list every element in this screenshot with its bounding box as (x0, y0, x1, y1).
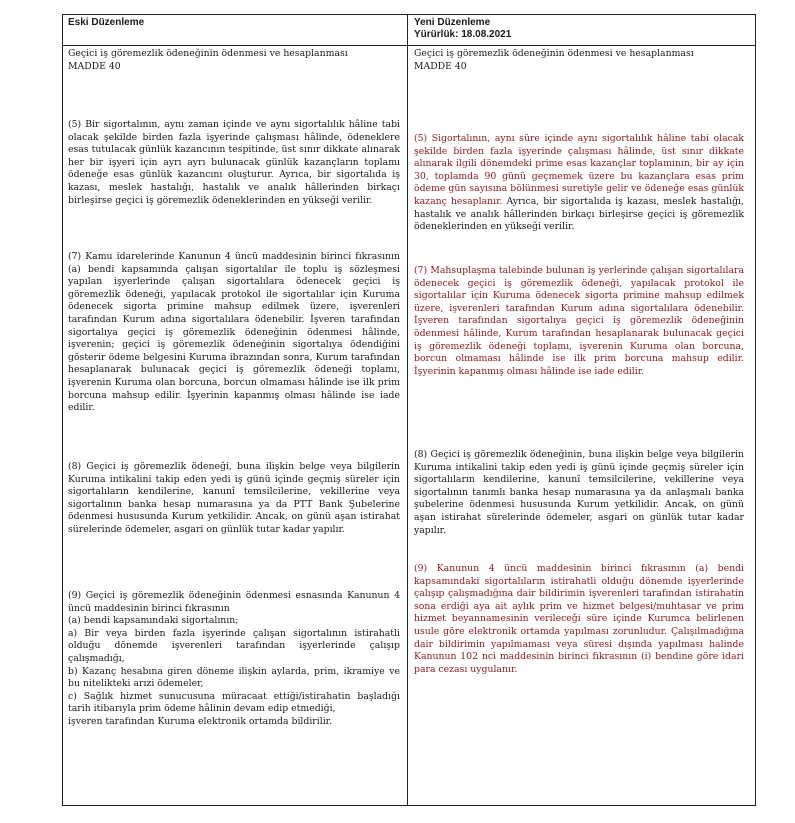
comparison-table (62, 14, 756, 806)
old-p9-item-c: c) Sağlık hizmet sunucusuna müracaat ettiği/istirahatin başladığı tarih itibarıyla prim ödeme hâlinin devam edip etmediği, (68, 690, 400, 715)
new-p5-changed: (5) Sigortalının, aynı süre içinde aynı sigortalılık hâline tabi olacak şekilde birden fazla işyerinde çalışması hâlinde, üst sınır dikkate alınarak ilgili dönemdeki prime esas kazançlar toplamının, bir ay için 30, toplamda 90 günü geçmemek üzere bu kazançlara esas prim ödeme gün sayısına bölünmesi suretiyle gelir ve ödeneğe esas günlük kazanç hesaplanır. (414, 133, 744, 207)
old-p9-end: işveren tarafından Kuruma elektronik ortamda bildirilir. (68, 715, 333, 727)
new-paragraph-8: (8) Geçici iş göremezlik ödeneğinin, buna ilişkin belge veya bilgilerin Kuruma intikalini takip eden yedi iş günü içinde geçmiş süreler için sigortalıların kendilerine, kanunî temsilcilerine, vekillerine veya sigortalının tanımlı banka hesap numarasına ya da anlaşmalı banka şubelerine ödenmesi hususunda Kurum yetkilidir. Ancak, on günü aşan istirahat sürelerinde ödemeler, asgari on günlük tutar kadar yapılır. (414, 449, 744, 536)
old-p9-a: (a) bendi kapsamındaki sigortalının; (68, 615, 239, 627)
old-section-heading: Geçici iş göremezlik ödeneğinin ödenmesi ve hesaplanması (68, 48, 348, 59)
old-section-title (68, 48, 398, 73)
old-paragraph-8: (8) Geçici iş göremezlik ödeneği, buna ilişkin belge veya bilgilerin Kuruma intikalini takip eden yedi iş günü içinde geçmiş süreler için sigortalıların kendilerine, kanunî temsilcilerine, vekillerine veya sigortalının banka hesap numarasına ya da PTT Bank Şubelerine ödenmesi hususunda Kurum yetkilidir. Ancak, on günü aşan istirahat sürelerinde ödemeler, asgari on günlük tutar kadar yapılır. (68, 461, 400, 535)
old-paragraph-5: (5) Bir sigortalının, aynı zaman içinde ve aynı sigortalılık hâline tabi olacak şekilde birden fazla işyerinde çalışması hâlinde, ödeneklere esas tutulacak günlük kazancının tespitinde, üst sınır dikkate alınarak her bir işyeri için ayrı ayrı bulunacak günlük kazançların toplamı ödeneğe esas günlük kazancını oluşturur. Ayrıca, bir sigortalıda iş kazası, meslek hastalığı, hastalık ve analık hâllerinden birkaçı birleşirse geçici iş göremezlik ödeneklerinden en yükseği verilir. (68, 119, 400, 206)
new-section-title (414, 48, 744, 73)
column-divider (407, 15, 408, 805)
old-p9-intro: (9) Geçici iş göremezlik ödeneğinin ödenmesi esnasında Kanunun 4 üncü maddesinin birinci fıkrasının (68, 590, 400, 614)
new-paragraph-7: (7) Mahsuplaşma talebinde bulunan iş yerlerinde çalışan sigortalılara ödenecek geçici iş göremezlik ödeneği, yapılacak protokol ile sigortalılar için Kuruma ödenecek sigorta primine mahsup edilmek üzere, işverenleri tarafından Kurum adına sigortalılara ödenebilir. İşveren tarafından sigortalıya geçici iş göremezlik ödeneğinin ödenmesi hâlinde, Kurum tarafından hesaplanarak bulunacak geçici iş göremezlik ödeneği toplamı, işverenin Kuruma olan borcuna, borcun olmaması hâlinde ise ilk prim borcuna mahsup edilir. İşyerinin kapanmış olması hâlinde ise iade edilir. (414, 265, 744, 377)
old-madde-label: MADDE 40 (68, 60, 121, 72)
new-paragraph-5 (414, 133, 744, 234)
new-paragraph-9: (9) Kanunun 4 üncü maddesinin birinci fıkrasının (a) bendi kapsamındaki sigortalıların istirahatli olduğu dönemde işyerlerinde çalışıp çalışmadığına dair bildirimin işverenleri tarafından istirahatin sona erdiği aya ait aylık prim ve hizmet belgesi/muhtasar ve prim hizmet beyannamesinin verileceği süre içinde Kurumca belirlenen usule göre elektronik ortamda yapılması zorunludur. Çalışılmadığına dair bildirimin yapılmaması veya süresi dışında yapılması halinde Kanunun 102 nci maddesinin birinci fıkrasının (i) bendine göre idari para cezası uygulanır. (414, 563, 744, 675)
new-regulation-title: Yeni Düzenleme (414, 17, 491, 28)
effective-date: Yürürlük: 18.08.2021 (414, 29, 512, 40)
new-section-heading: Geçici iş göremezlik ödeneğinin ödenmesi ve hesaplanması (414, 48, 694, 59)
old-p9-item-b: b) Kazanç hesabına giren döneme ilişkin aylarda, prim, ikramiye ve bu nitelikteki arızi ödemeler, (68, 665, 400, 690)
header-divider (63, 45, 755, 46)
new-regulation-header (414, 17, 511, 41)
old-paragraph-7: (7) Kamu idarelerinde Kanunun 4 üncü maddesinin birinci fıkrasının (a) bendi kapsamında çalışan sigortalılar ile toplu iş sözleşmesi yapılan işyerlerinde çalışan sigortalılara ödenecek geçici iş göremezlik ödeneği, yapılacak protokol ile sigortalılar için Kuruma ödenecek sigorta primine mahsup edilmek üzere, işverenleri tarafından Kurum adına sigortalılara ödenebilir. İşveren tarafından sigortalıya geçici iş göremezlik ödeneğinin ödenmesi hâlinde, işverenin; geçici iş göremezlik ödeneğinin sigortalıya ödendiğini gösterir ödeme belgesini Kuruma ibrazından sonra, Kurum tarafından hesaplanarak bulunacak geçici iş göremezlik ödeneği toplamı, işverenin Kuruma olan borcuna, borcun olmaması hâlinde ise ilk prim borcuna mahsup edilir. İşyerinin kapanmış olması hâlinde ise iade edilir. (68, 251, 400, 414)
old-p9-item-a: a) Bir veya birden fazla işyerinde çalışan sigortalının istirahatli olduğu dönemde işverenleri tarafından işyerlerinde çalışıp çalışmadığı, (68, 627, 400, 664)
new-p5-unchanged: Ayrıca, bir sigortalıda iş kazası, meslek hastalığı, hastalık ve analık hâllerinden birkaçı birleşirse geçici iş göremezlik ödeneklerinden en yükseği verilir. (414, 195, 744, 233)
new-madde-label: MADDE 40 (414, 60, 467, 72)
old-paragraph-9 (68, 590, 400, 729)
old-regulation-header: Eski Düzenleme (68, 17, 145, 28)
